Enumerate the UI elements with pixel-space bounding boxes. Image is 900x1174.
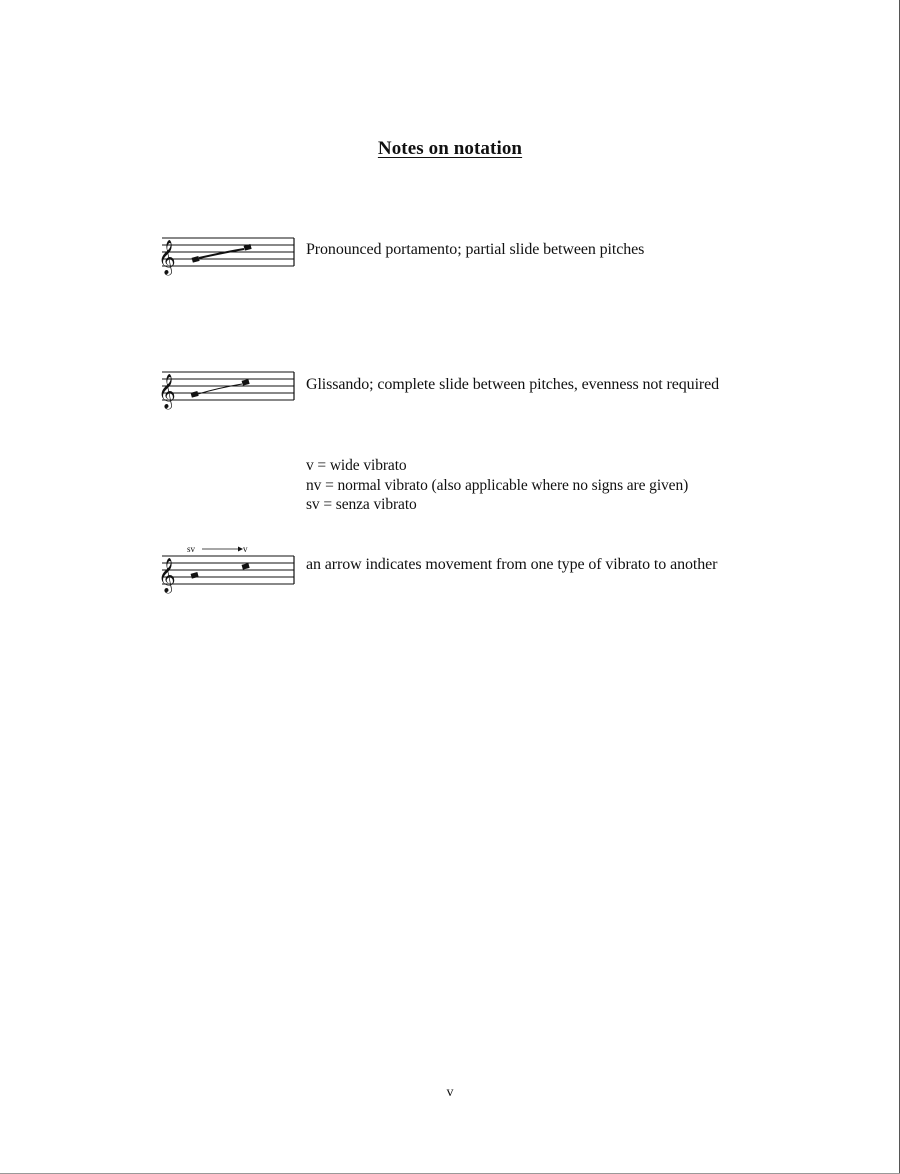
svg-text:𝄞: 𝄞 (158, 240, 176, 275)
page-number: v (446, 1085, 454, 1100)
svg-text:𝄞: 𝄞 (158, 558, 176, 593)
portamento-description: Pronounced portamento; partial slide between pitches (306, 241, 645, 258)
portamento-staff-icon (156, 234, 296, 274)
vibrato-arrow-staff-icon (156, 544, 296, 593)
note-head (191, 572, 199, 579)
svg-text:𝄞: 𝄞 (158, 374, 176, 409)
staff-label-v: v (243, 544, 248, 554)
legend-item-normal-vibrato: nv = normal vibrato (also applicable where no signs are given) (306, 476, 689, 494)
staff-label-sv: sv (187, 544, 196, 554)
page-title: Notes on notation (377, 138, 523, 159)
glissando-description: Glissando; complete slide between pitches, evenness not required (306, 376, 720, 393)
vibrato-legend (306, 456, 688, 515)
legend-item-senza-vibrato: sv = senza vibrato (306, 496, 417, 513)
note-head (242, 563, 250, 570)
glissando-staff-icon (156, 368, 296, 408)
legend-item-wide-vibrato: v = wide vibrato (306, 457, 407, 474)
vibrato-arrow-description: an arrow indicates movement from one type of vibrato to another (306, 556, 718, 573)
